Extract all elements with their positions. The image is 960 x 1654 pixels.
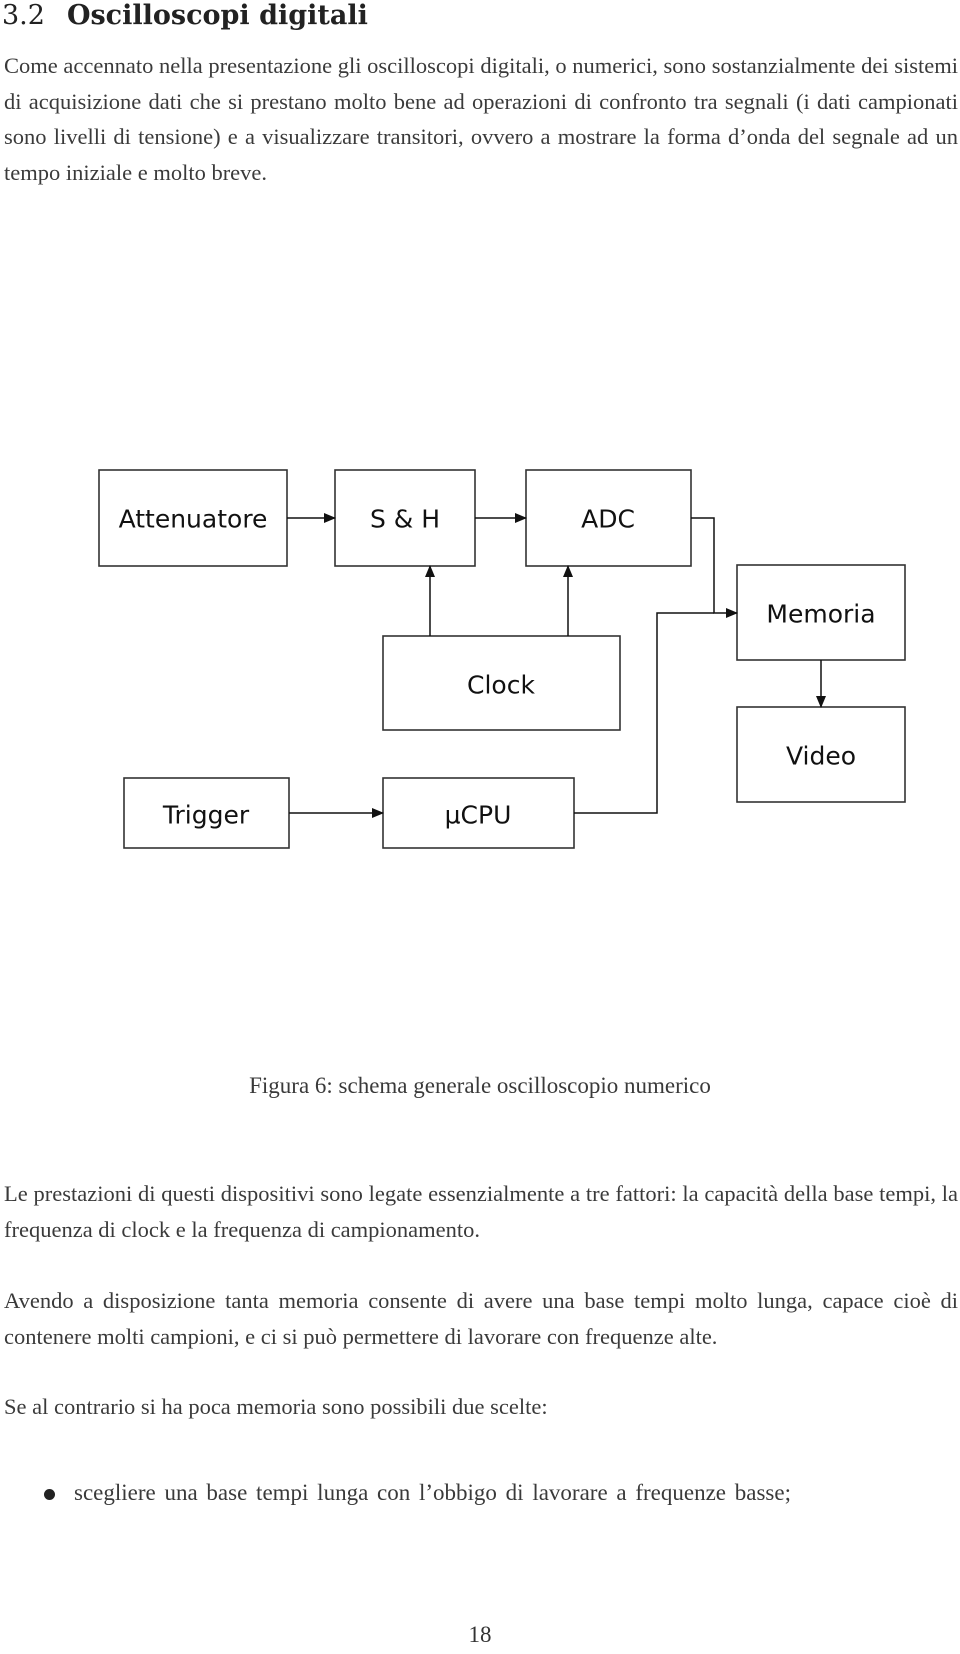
memoria-label: Memoria (766, 599, 876, 629)
section-heading (2, 0, 368, 31)
arrow-adc-to-memoria (691, 518, 737, 613)
bullet-icon (44, 1489, 55, 1500)
trigger-label: Trigger (162, 800, 250, 830)
clock-label: Clock (467, 670, 535, 700)
bullet-item (44, 1475, 956, 1511)
figure-caption: Figura 6: schema generale oscilloscopio numerico (249, 1073, 711, 1098)
block-diagram (0, 460, 960, 860)
video-label: Video (785, 741, 857, 771)
section-number: 3.2 (2, 0, 45, 31)
ucpu-label: µCPU (444, 800, 512, 830)
paragraph-1: Le prestazioni di questi dispositivi sono legate essenzialmente a tre fattori: la capacità della base tempi, la frequenza di clock e la frequenza di campionamento. (4, 1181, 958, 1242)
bullet-text: scegliere una base tempi lunga con l’obbigo di lavorare a frequenze basse; (74, 1480, 791, 1505)
page-number: 18 (468, 1622, 492, 1647)
paragraph-2: Avendo a disposizione tanta memoria consente di avere una base tempi molto lunga, capace cioè di contenere molti campioni, e ci si può permettere di lavorare con frequenze alte. (4, 1288, 958, 1349)
paragraph-3: Se al contrario si ha poca memoria sono possibili due scelte: (4, 1394, 548, 1419)
intro-paragraph: Come accennato nella presentazione gli oscilloscopi digitali, o numerici, sono sostanzialmente dei sistemi di acquisizione dati che si prestano molto bene ad operazioni di confronto tra segnali (i dati campionati sono livelli di tensione) e a visualizzare transitori, ovvero a mostrare la forma d’onda del segnale ad un tempo iniziale e molto breve. (4, 53, 958, 185)
adc-label: ADC (581, 504, 635, 534)
attenuatore-label: Attenuatore (118, 504, 268, 534)
sh-label: S & H (369, 504, 441, 534)
section-title: Oscilloscopi digitali (66, 0, 368, 31)
